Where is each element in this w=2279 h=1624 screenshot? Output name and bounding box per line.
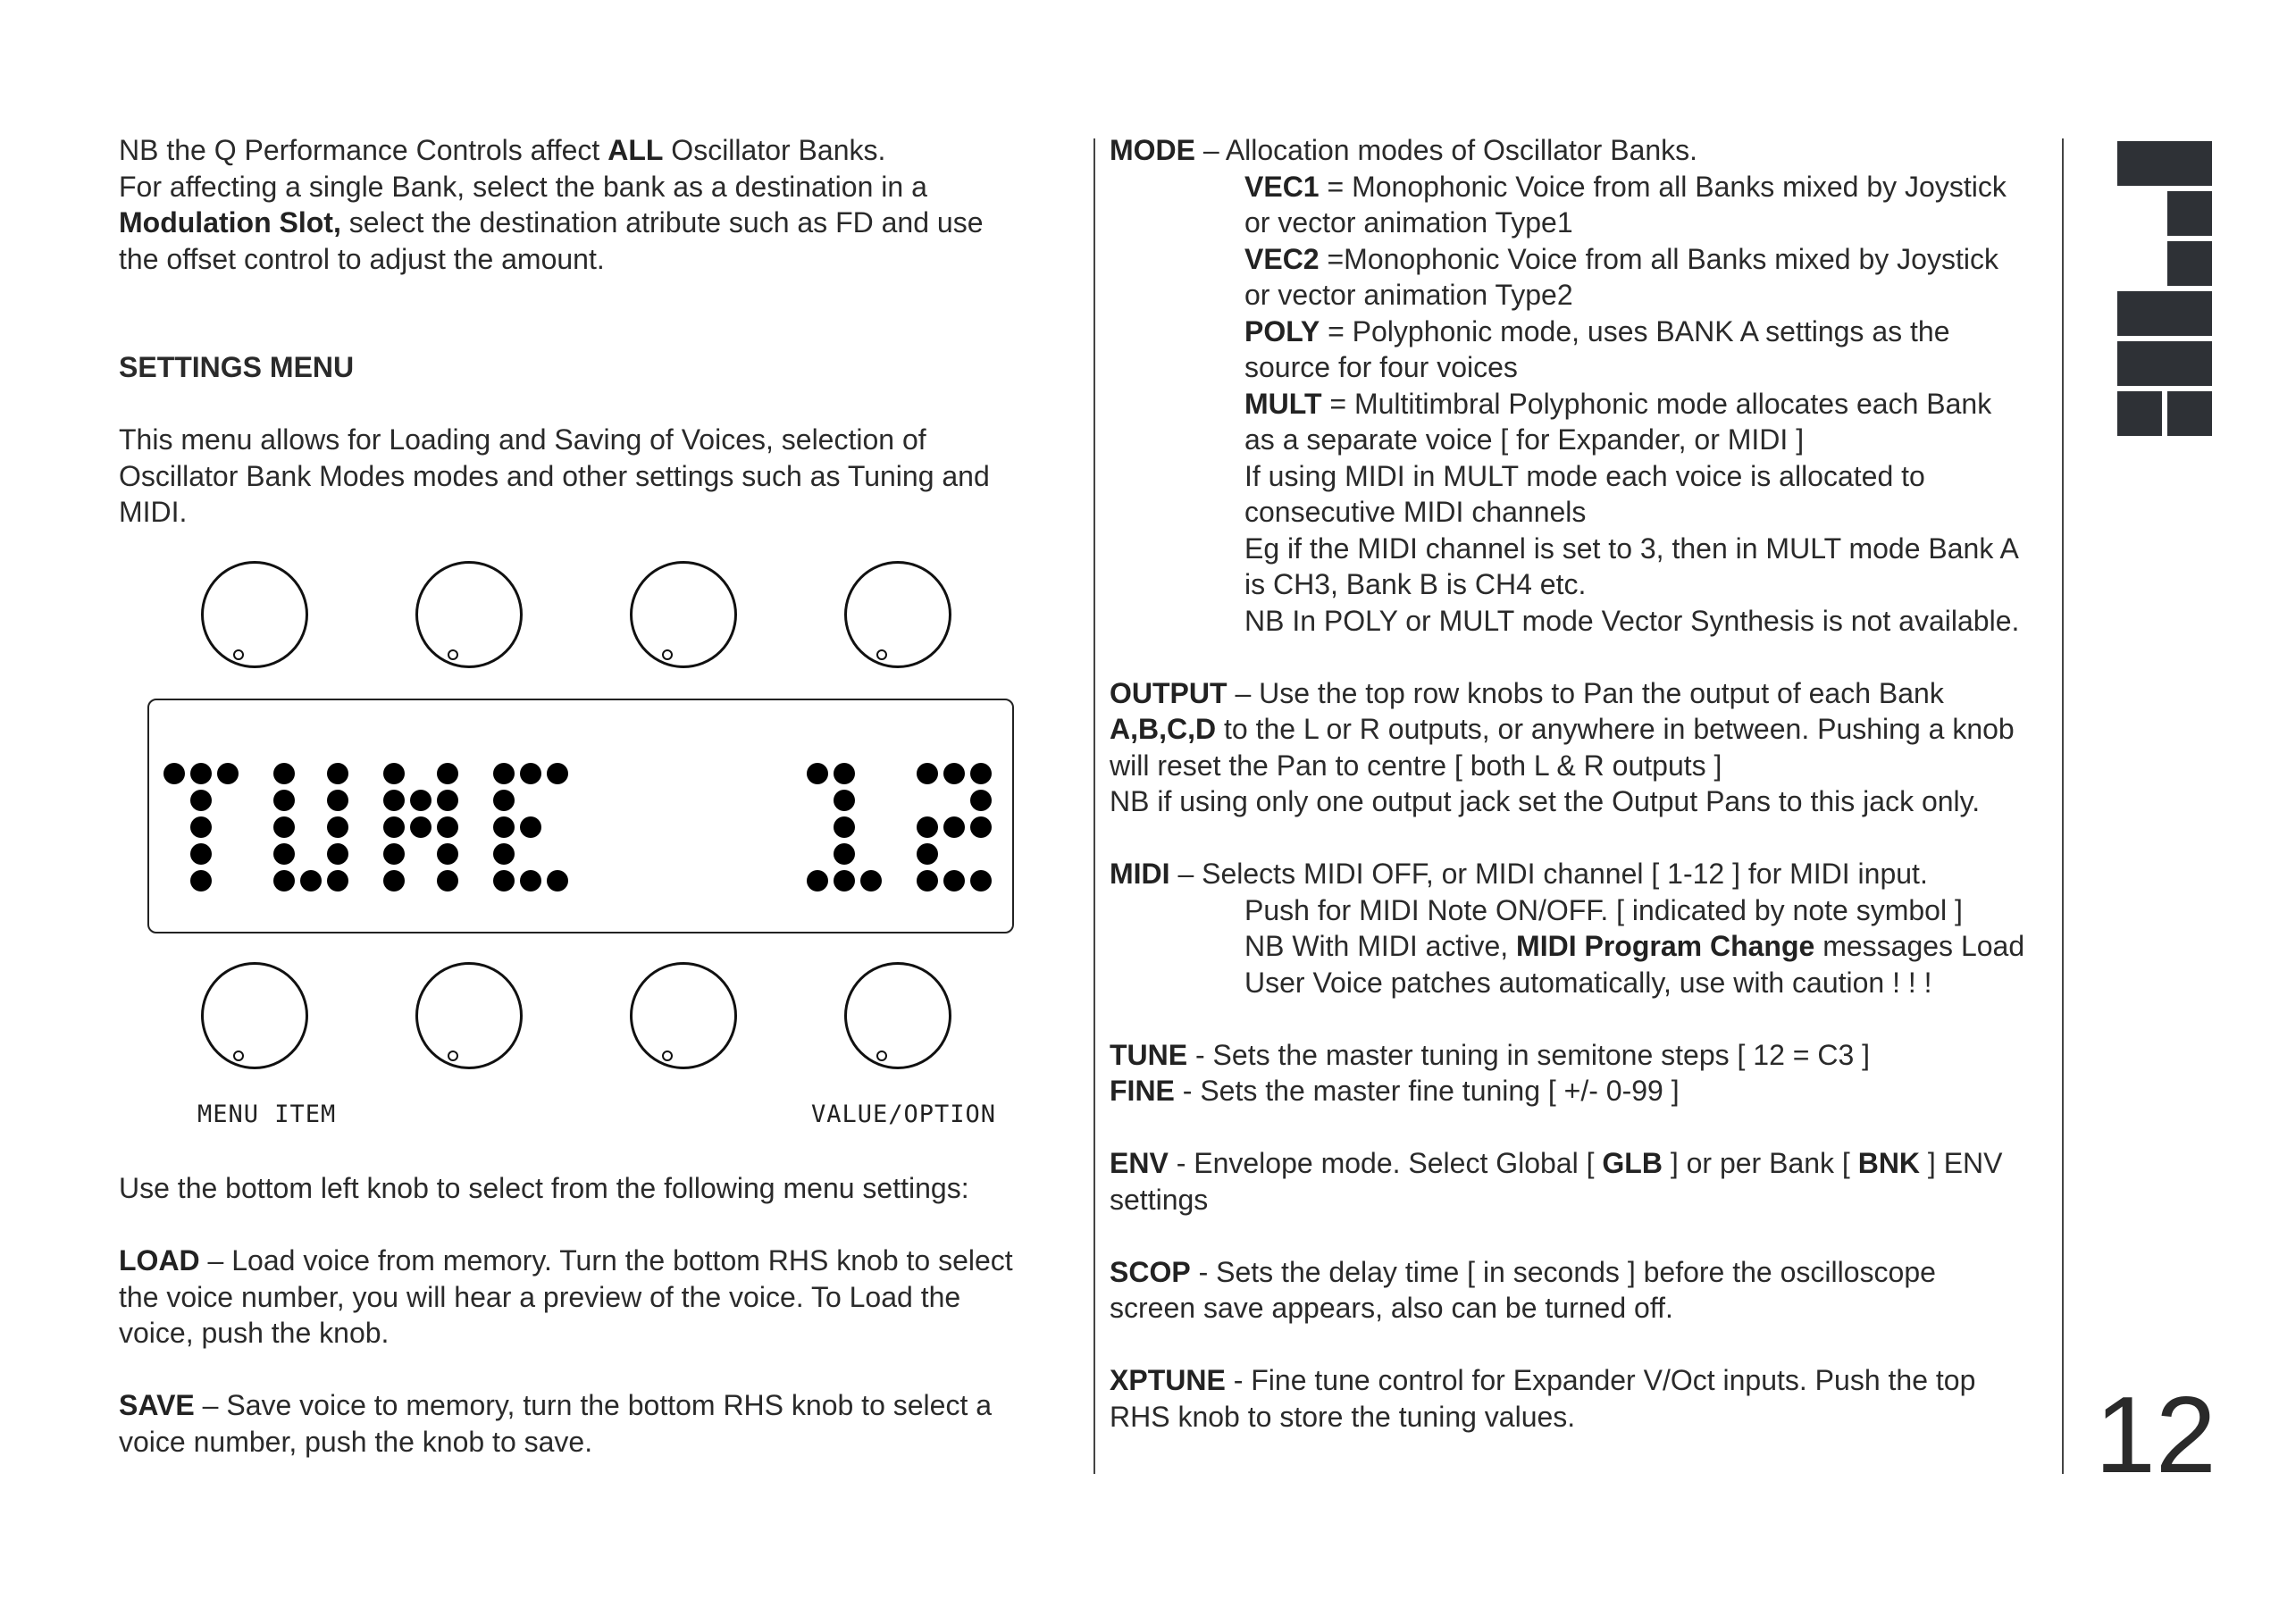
settings-desc-line-1: This menu allows for Loading and Saving of Voices, selection of	[119, 423, 926, 456]
poly-line-2: source for four voices	[1244, 351, 1518, 383]
lcd-dot	[520, 870, 541, 892]
lcd-dot	[410, 816, 432, 838]
knob-indicator-icon	[662, 649, 673, 660]
use-text: Use the bottom left knob to select from the following menu settings:	[119, 1172, 969, 1204]
lcd-dot	[917, 763, 938, 784]
lcd-dot	[970, 790, 992, 811]
lcd-dot	[437, 843, 458, 865]
lcd-dot	[917, 870, 938, 892]
lcd-dot	[943, 816, 965, 838]
lcd-dot	[834, 870, 855, 892]
page-number: 12	[2095, 1374, 2216, 1495]
lcd-dot	[834, 816, 855, 838]
mult-line-2: as a separate voice [ for Expander, or MIDI ]	[1244, 423, 1805, 456]
lcd-dot	[327, 790, 348, 811]
lcd-dot	[190, 763, 212, 784]
lcd-dot	[917, 843, 938, 865]
left-column	[119, 132, 1057, 531]
intro-line-1: NB the Q Performance Controls affect ALL Oscillator Banks.	[119, 134, 886, 166]
mult-eg-line-1: Eg if the MIDI channel is set to 3, then in MULT mode Bank A	[1244, 532, 2019, 565]
lcd-dot	[943, 763, 965, 784]
knob-indicator-icon	[448, 1051, 458, 1061]
mode-line: MODE – Allocation modes of Oscillator Banks.	[1110, 134, 1698, 166]
lcd-dot	[327, 843, 348, 865]
intro-line-4: the offset control to adjust the amount.	[119, 242, 605, 275]
load-line-2: the voice number, you will hear a preview of the voice. To Load the	[119, 1280, 961, 1313]
mult-midi-line-2: consecutive MIDI channels	[1244, 496, 1587, 528]
vec1-line-2: or vector animation Type1	[1244, 206, 1573, 239]
scop-line-1: SCOP - Sets the delay time [ in seconds ] before the oscilloscope	[1110, 1255, 1936, 1288]
lcd-dot	[437, 816, 458, 838]
output-line-3: will reset the Pan to centre [ both L & R outputs ]	[1110, 749, 1722, 782]
lcd-dot	[493, 790, 515, 811]
lcd-dot	[547, 763, 568, 784]
midi-line-4: User Voice patches automatically, use with caution ! ! !	[1244, 966, 1932, 999]
mode-nb: NB In POLY or MULT mode Vector Synthesis is not available.	[1244, 604, 2020, 637]
knob-bottom-4	[844, 962, 951, 1069]
lcd-dot	[327, 816, 348, 838]
lcd-dot	[547, 870, 568, 892]
midi-line-1: MIDI – Selects MIDI OFF, or MIDI channel [ 1-12 ] for MIDI input.	[1110, 858, 1928, 890]
knob-indicator-icon	[233, 1051, 244, 1061]
knob-indicator-icon	[876, 649, 887, 660]
fine-line: FINE - Sets the master fine tuning [ +/- 0-99 ]	[1110, 1075, 1680, 1107]
env-line-2: settings	[1110, 1183, 1209, 1216]
lcd-dot	[273, 816, 295, 838]
panel-diagram	[119, 554, 1030, 1143]
lcd-dot	[807, 763, 828, 784]
output-line-4: NB if using only one output jack set the Output Pans to this jack only.	[1110, 785, 1981, 817]
lcd-dot	[970, 870, 992, 892]
lcd-dot	[273, 843, 295, 865]
knob-bottom-3	[630, 962, 737, 1069]
mult-midi-line-1: If using MIDI in MULT mode each voice is allocated to	[1244, 459, 1925, 492]
lcd-dot	[943, 870, 965, 892]
env-line-1: ENV - Envelope mode. Select Global [ GLB ] or per Bank [ BNK ] ENV	[1110, 1147, 2003, 1179]
load-line-3: voice, push the knob.	[119, 1317, 390, 1349]
lcd-dot	[300, 870, 322, 892]
load-line-1: LOAD – Load voice from memory. Turn the bottom RHS knob to select	[119, 1244, 1013, 1277]
output-line-1: OUTPUT – Use the top row knobs to Pan the output of each Bank	[1110, 676, 1944, 709]
tune-line: TUNE - Sets the master tuning in semitone steps [ 12 = C3 ]	[1110, 1038, 1871, 1071]
intro-line-3: Modulation Slot, select the destination atribute such as FD and use	[119, 206, 984, 239]
lcd-dot	[437, 790, 458, 811]
lcd-dot	[190, 816, 212, 838]
lcd-dot	[437, 870, 458, 892]
knob-top-1	[201, 561, 308, 668]
settings-desc-line-3: MIDI.	[119, 496, 188, 528]
settings-desc-line-2: Oscillator Bank Modes modes and other settings such as Tuning and	[119, 459, 990, 492]
knob-top-4	[844, 561, 951, 668]
lcd-dot	[190, 843, 212, 865]
xptune-line-2: RHS knob to store the tuning values.	[1110, 1400, 1576, 1433]
midi-line-2: Push for MIDI Note ON/OFF. [ indicated by note symbol ]	[1244, 893, 1963, 926]
lcd-dot	[273, 763, 295, 784]
lcd-dot	[163, 763, 185, 784]
lcd-dot	[190, 870, 212, 892]
lcd-dot-matrix	[149, 700, 1016, 935]
save-line-1: SAVE – Save voice to memory, turn the bottom RHS knob to select a	[119, 1389, 993, 1421]
right-column	[1110, 132, 2065, 1435]
lcd-dot	[834, 790, 855, 811]
mult-line-1: MULT = Multitimbral Polyphonic mode allocates each Bank	[1244, 387, 1992, 420]
lcd-dot	[493, 816, 515, 838]
lcd-dot	[327, 763, 348, 784]
menu-item-label: MENU ITEM	[197, 1101, 337, 1128]
brand-logo-icon	[2117, 141, 2216, 434]
lcd-dot	[273, 870, 295, 892]
knob-top-3	[630, 561, 737, 668]
lcd-dot	[383, 763, 405, 784]
lcd-dot	[327, 870, 348, 892]
lcd-dot	[383, 816, 405, 838]
lcd-dot	[493, 843, 515, 865]
lcd-dot	[383, 843, 405, 865]
lcd-dot	[493, 870, 515, 892]
knob-top-2	[415, 561, 523, 668]
lcd-dot	[273, 790, 295, 811]
lcd-dot	[807, 870, 828, 892]
output-line-2: A,B,C,D to the L or R outputs, or anywhere in between. Pushing a knob	[1110, 713, 2015, 745]
poly-line-1: POLY = Polyphonic mode, uses BANK A settings as the	[1244, 314, 1950, 347]
lcd-dot	[493, 763, 515, 784]
save-line-2: voice number, push the knob to save.	[119, 1425, 593, 1458]
knob-indicator-icon	[662, 1051, 673, 1061]
mult-eg-line-2: is CH3, Bank B is CH4 etc.	[1244, 568, 1587, 600]
knob-bottom-1	[201, 962, 308, 1069]
lcd-dot	[834, 763, 855, 784]
lcd-dot	[520, 816, 541, 838]
scop-line-2: screen save appears, also can be turned off.	[1110, 1292, 1673, 1324]
lcd-dot	[217, 763, 239, 784]
settings-menu-heading: SETTINGS MENU	[119, 351, 355, 383]
knob-bottom-2	[415, 962, 523, 1069]
vec2-line-1: VEC2 =Monophonic Voice from all Banks mixed by Joystick	[1244, 242, 1998, 275]
lcd-dot	[970, 763, 992, 784]
left-lower-column	[119, 1170, 1057, 1460]
lcd-dot	[917, 816, 938, 838]
intro-line-2: For affecting a single Bank, select the bank as a destination in a	[119, 170, 927, 203]
lcd-dot	[860, 870, 882, 892]
knob-indicator-icon	[876, 1051, 887, 1061]
lcd-dot	[437, 763, 458, 784]
value-option-label: VALUE/OPTION	[811, 1101, 997, 1128]
knob-indicator-icon	[233, 649, 244, 660]
lcd-dot	[190, 790, 212, 811]
vec2-line-2: or vector animation Type2	[1244, 279, 1573, 311]
knob-indicator-icon	[448, 649, 458, 660]
lcd-display	[147, 699, 1014, 933]
lcd-dot	[834, 843, 855, 865]
column-divider	[1093, 138, 1095, 1474]
lcd-dot	[410, 790, 432, 811]
lcd-dot	[383, 790, 405, 811]
xptune-line-1: XPTUNE - Fine tune control for Expander V/Oct inputs. Push the top	[1110, 1364, 1976, 1396]
midi-line-3: NB With MIDI active, MIDI Program Change messages Load	[1244, 930, 2025, 962]
lcd-dot	[520, 763, 541, 784]
lcd-dot	[383, 870, 405, 892]
lcd-dot	[970, 816, 992, 838]
vec1-line-1: VEC1 = Monophonic Voice from all Banks mixed by Joystick	[1244, 170, 2007, 203]
